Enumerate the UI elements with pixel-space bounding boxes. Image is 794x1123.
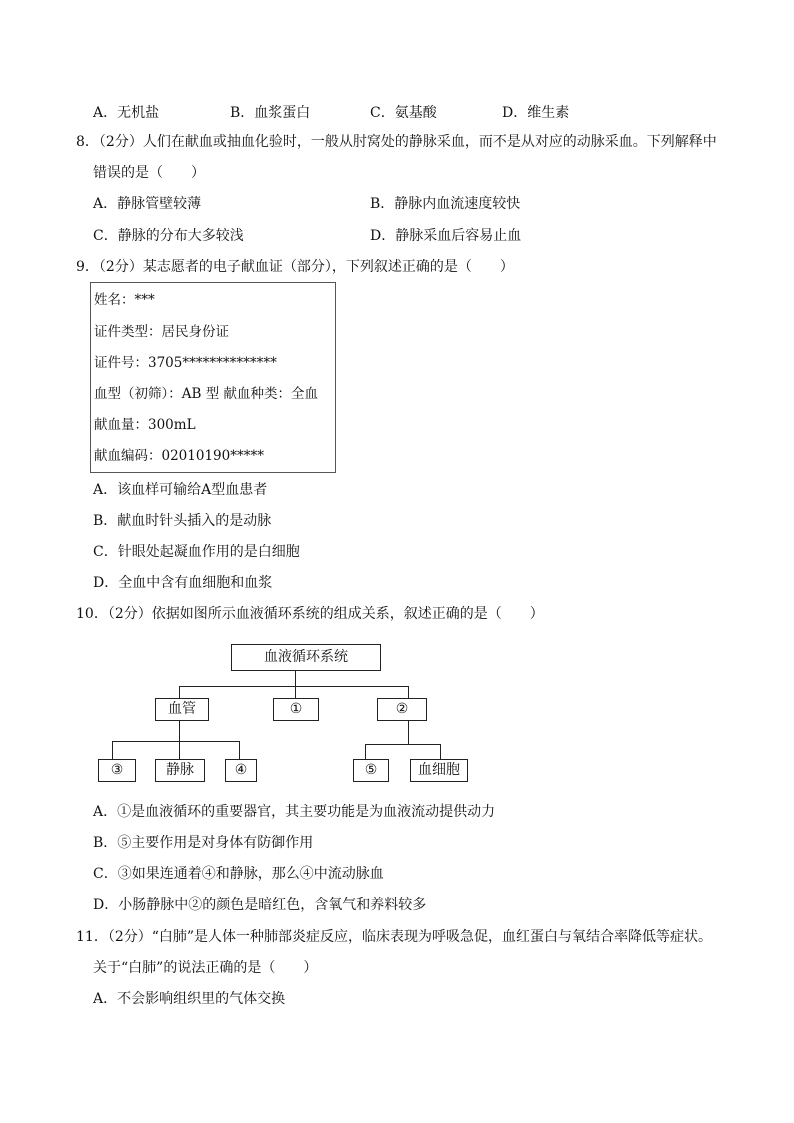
card-name: 姓名：*** [94,292,155,308]
connector [112,741,113,759]
card-amount: 献血量：300mL [94,417,196,433]
blood-donation-card [90,282,336,473]
q9-option-a: A．该血样可输给A型血患者 [93,482,268,498]
q10-option-c: C．③如果连通着④和静脉，那么④中流动脉血 [93,866,384,882]
connector [440,744,441,759]
connector [408,721,409,745]
connector [408,686,409,698]
connector [239,741,240,759]
diagram-vessel-box: 血管 [155,698,209,721]
diagram-box-4: ④ [225,759,257,782]
q10-option-a: A．①是血液循环的重要器官，其主要功能是为血液流动提供动力 [93,804,496,820]
diagram-box-1: ① [273,698,319,721]
diagram-box-2: ② [377,698,427,721]
q9-stem: 9．（2分）某志愿者的电子献血证（部分），下列叙述正确的是（ ） [76,259,514,275]
diagram-root-box: 血液循环系统 [231,644,381,671]
q9-option-c: C．针眼处起凝血作用的是白细胞 [93,544,300,560]
connector [295,686,296,698]
diagram-box-3: ③ [98,759,136,782]
q8-option-b: B．静脉内血流速度较快 [370,196,521,212]
q7-option-b: B．血浆蛋白 [230,105,311,121]
q11-stem-line1: 11．（2分）“白肺”是人体一种肺部炎症反应，临床表现为呼吸急促，血红蛋白与氧结合率降低等症状。 [76,929,713,945]
diagram-box-5: ⑤ [353,759,389,782]
q10-stem: 10．（2分）依据如图所示血液循环系统的组成关系，叙述正确的是（ ） [76,606,544,622]
q8-stem-line2: 错误的是（ ） [93,165,205,181]
card-blood-type: 血型（初筛）：AB 型 献血种类：全血 [94,386,319,402]
q8-stem-line1: 8．（2分）人们在献血或抽血化验时，一般从肘窝处的静脉采血，而不是从对应的动脉采血。下列解释中 [76,134,717,150]
connector [365,744,440,745]
q9-option-d: D．全血中含有血细胞和血浆 [93,575,273,591]
card-id-type: 证件类型：居民身份证 [94,324,229,340]
q7-option-d: D．维生素 [502,105,570,121]
q8-option-a: A．静脉管壁较薄 [93,196,202,212]
connector [365,744,366,759]
connector [179,686,180,698]
q11-option-a: A．不会影响组织里的气体交换 [93,991,286,1007]
connector [295,671,296,687]
diagram-vein-box: 静脉 [155,759,205,782]
q7-option-a: A．无机盐 [93,105,160,121]
connector [112,741,239,742]
q9-option-b: B．献血时针头插入的是动脉 [93,513,272,529]
q7-option-c: C．氨基酸 [370,105,437,121]
q10-option-d: D．小肠静脉中②的颜色是暗红色，含氧气和养料较多 [93,897,427,913]
connector [179,741,180,759]
q11-stem-line2: 关于“白肺”的说法正确的是（ ） [93,960,318,976]
card-id-number: 证件号：3705************** [94,355,277,371]
q8-option-d: D．静脉采血后容易止血 [370,228,522,244]
connector [179,721,180,742]
card-code: 献血编码：02010190***** [94,448,264,464]
diagram-cells-box: 血细胞 [410,759,468,782]
q8-option-c: C．静脉的分布大多较浅 [93,228,244,244]
connector [179,686,409,687]
q10-option-b: B．⑤主要作用是对身体有防御作用 [93,835,314,851]
